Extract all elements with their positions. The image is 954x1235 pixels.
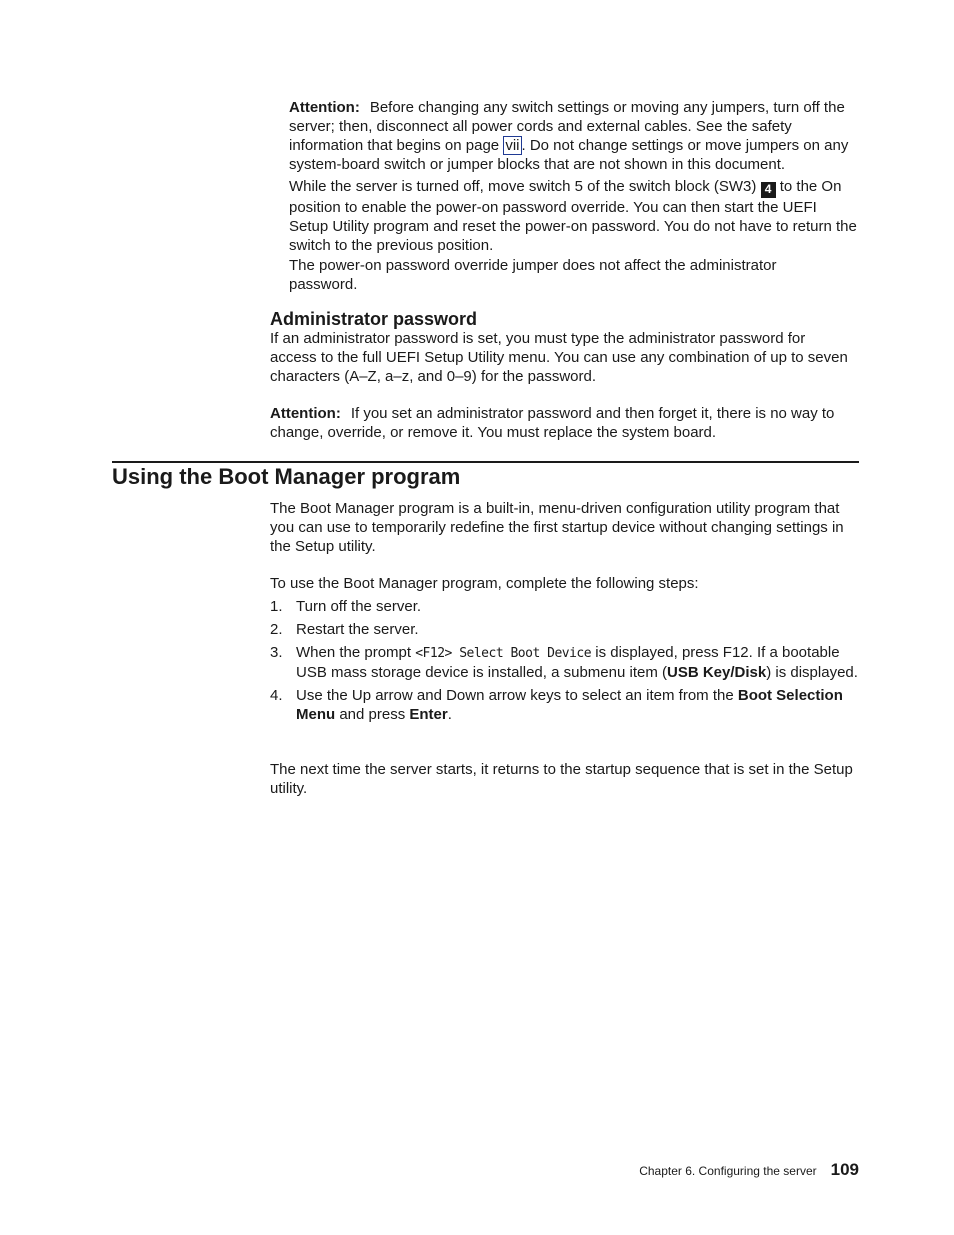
attention-text: If you set an administrator password and then forget it, there is no way to change, override, or remove it. You must replace the system board. [270, 405, 835, 441]
step-text: Turn off the server. [296, 598, 422, 615]
step-number: 4. [270, 687, 283, 704]
step-text: Restart the server. [296, 621, 419, 638]
step-text: . [447, 706, 452, 723]
step-text: When the prompt [296, 644, 416, 661]
steps-intro: To use the Boot Manager program, complete the following steps: [270, 575, 699, 592]
submenu-item-name: USB Key/Disk [667, 664, 767, 681]
attention-label: Attention: [270, 405, 341, 422]
list-item [270, 620, 860, 639]
step-number: 2. [270, 621, 283, 638]
step-text: ) is displayed. [766, 664, 858, 681]
attention-note-admin [270, 404, 860, 442]
switch-text: While the server is turned off, move switch 5 of the switch block (SW3) [289, 178, 761, 195]
admin-password-heading: Administrator password [270, 309, 478, 329]
step-text: and press [335, 706, 410, 723]
attention-label: Attention: [289, 99, 360, 116]
menu-name: Boot Selection Menu [296, 687, 843, 723]
prompt-code: <F12> Select Boot Device [415, 646, 592, 661]
attention-text-cont: . Do not change settings or move jumpers on any system-board switch or jumper blocks that are not shown in this document. [289, 137, 849, 173]
closing-paragraph: The next time the server starts, it returns to the startup sequence that is set in the Setup utility. [270, 761, 853, 797]
switch-paragraph [289, 177, 859, 255]
step-number: 1. [270, 598, 283, 615]
page-footer [639, 1160, 859, 1181]
boot-manager-intro: The Boot Manager program is a built-in, menu-driven configuration utility program that you can use to temporarily redefine the first startup device without changing settings in the Setup utility. [270, 500, 844, 555]
callout-number-badge: 4 [761, 182, 776, 198]
chapter-title: Chapter 6. Configuring the server [639, 1164, 817, 1178]
step-number: 3. [270, 644, 283, 661]
attention-note-power [289, 98, 859, 174]
boot-steps-list [270, 597, 860, 728]
key-name: Enter [409, 706, 448, 723]
step-text: Use the Up arrow and Down arrow keys to select an item from the [296, 687, 738, 704]
step-text: is displayed, press F12. If a bootable USB mass storage device is installed, a submenu item ( [296, 644, 840, 681]
admin-password-body: If an administrator password is set, you must type the administrator password for access to the full UEFI Setup Utility menu. You can use any combination of up to seven characters (A–Z, a–z, and 0–9) for the password. [270, 330, 848, 385]
list-item [270, 686, 860, 724]
safety-page-link[interactable]: vii [505, 137, 520, 154]
boot-manager-heading: Using the Boot Manager program [112, 464, 461, 489]
section-divider [112, 461, 859, 463]
switch-text-cont: to the On position to enable the power-on password override. You can then start the UEFI Setup Utility program and reset the power-on password. You do not have to return the switch to the previous position. [289, 178, 857, 254]
page-number: 109 [830, 1160, 859, 1179]
jumper-paragraph: The power-on password override jumper does not affect the administrator password. [289, 257, 777, 293]
list-item [270, 597, 860, 616]
attention-text: Before changing any switch settings or moving any jumpers, turn off the server; then, disconnect all power cords and external cables. See the safety information that begins on page [289, 99, 845, 154]
list-item [270, 643, 860, 682]
